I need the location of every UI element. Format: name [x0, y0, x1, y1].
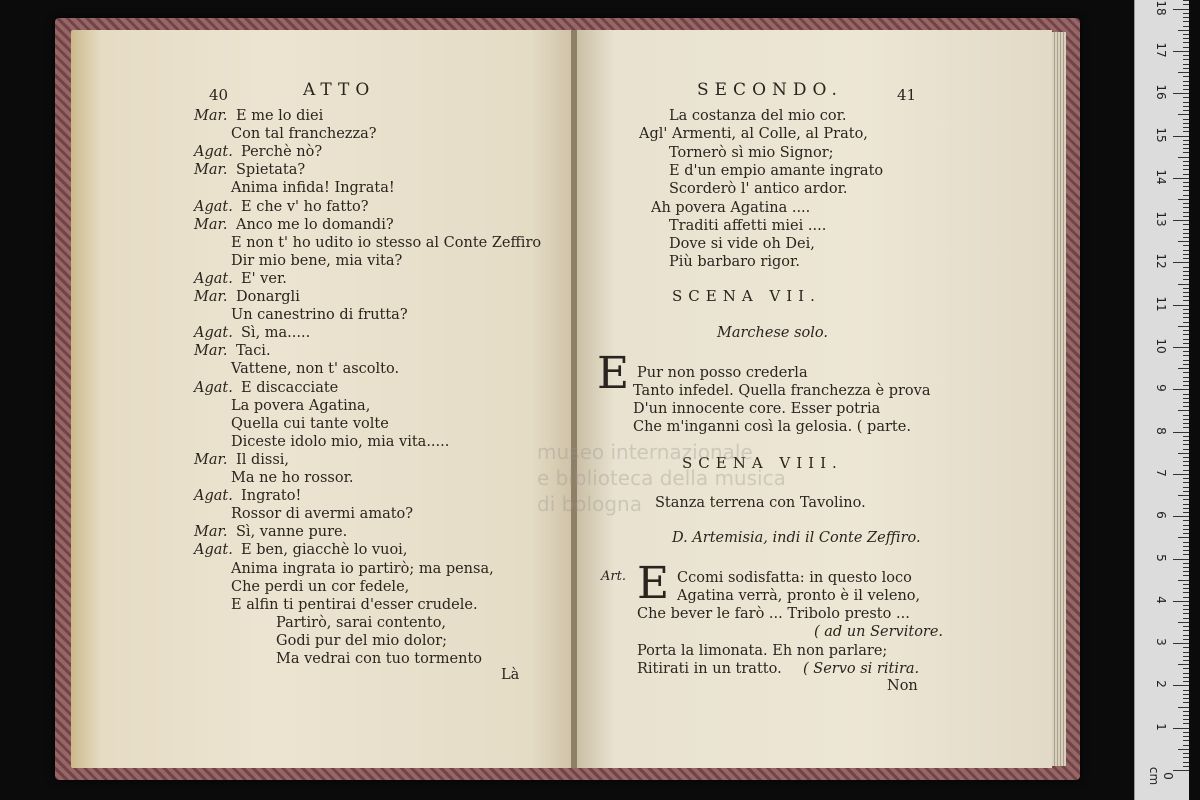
- ruler-tick: [1183, 652, 1189, 653]
- speaker-label: Agat.: [194, 379, 233, 396]
- ruler-tick: [1183, 499, 1189, 500]
- ruler-tick: [1183, 381, 1189, 382]
- stage-direction-servo: ( Servo si ritira.: [803, 661, 920, 677]
- ruler-number: 14: [1154, 169, 1168, 185]
- ruler-tick: [1183, 267, 1189, 268]
- ruler-tick: [1178, 537, 1189, 538]
- ruler-tick: [1183, 487, 1189, 488]
- ruler-tick: [1183, 597, 1189, 598]
- speaker-label: Agat.: [194, 144, 233, 161]
- ruler-number: 1: [1154, 722, 1168, 731]
- ruler-tick: [1183, 711, 1189, 712]
- ruler-tick: [1183, 47, 1189, 48]
- ruler-tick: [1183, 102, 1189, 103]
- ruler-tick: [1183, 715, 1189, 716]
- verse-line: Diceste idolo mio, mia vita.....: [231, 433, 450, 450]
- ruler-number: 9: [1154, 384, 1168, 393]
- ruler-tick: [1183, 419, 1189, 420]
- ruler-tick: [1183, 745, 1189, 746]
- ruler-tick: [1183, 504, 1189, 505]
- verse-line: D'un innocente core. Esser potria: [633, 401, 881, 417]
- ruler-tick: [1183, 216, 1189, 217]
- ruler-tick: [1183, 584, 1189, 585]
- ruler-tick: [1183, 702, 1189, 703]
- ruler-tick: [1183, 26, 1189, 27]
- ruler-tick: [1178, 72, 1189, 73]
- ruler-tick: [1183, 613, 1189, 614]
- verse-line: Partirò, sarai contento,: [276, 614, 447, 631]
- right-page: [537, 30, 1052, 768]
- ruler-tick: [1183, 224, 1189, 225]
- ruler-tick: [1183, 13, 1189, 14]
- left-page: [71, 30, 571, 768]
- verse-line: Perchè nò?: [241, 144, 323, 161]
- ruler-tick: [1183, 762, 1189, 763]
- ruler-tick: [1183, 4, 1189, 5]
- ruler-tick: [1183, 123, 1189, 124]
- ruler-number: 4: [1154, 595, 1168, 604]
- scene7-title: SCENA VII.: [672, 287, 821, 305]
- speaker-label: Mar.: [194, 343, 228, 360]
- ruler-tick: [1183, 0, 1189, 1]
- ruler-tick: [1183, 491, 1189, 492]
- ruler-tick: [1173, 474, 1189, 475]
- ruler-tick: [1183, 161, 1189, 162]
- verse-line: Sì, vanne pure.: [236, 524, 348, 541]
- watermark-line-2: e biblioteca della musica: [537, 466, 786, 490]
- scene8-setting: Stanza terrena con Tavolino.: [655, 495, 866, 511]
- verse-line: Ma ne ho rossor.: [231, 470, 354, 486]
- ruler-number: 8: [1154, 426, 1168, 435]
- ruler-tick: [1183, 254, 1189, 255]
- ruler-tick: [1183, 732, 1189, 733]
- ruler-tick: [1183, 360, 1189, 361]
- ruler-tick: [1173, 178, 1189, 179]
- verse-line: Più barbaro rigor.: [669, 254, 800, 271]
- speaker-label: Mar.: [194, 162, 228, 179]
- ruler-tick: [1183, 740, 1189, 741]
- ruler-tick: [1183, 258, 1189, 259]
- ruler-tick: [1183, 533, 1189, 534]
- ruler-tick: [1183, 85, 1189, 86]
- ruler-tick: [1183, 89, 1189, 90]
- verse-line: E' ver.: [241, 270, 287, 287]
- verse-line: Agatina verrà, pronto è il veleno,: [677, 588, 921, 604]
- ruler-number: 15: [1154, 126, 1168, 143]
- verse-line: Ma vedrai con tuo tormento: [276, 651, 482, 667]
- ruler-tick: [1183, 296, 1189, 297]
- ruler-tick: [1183, 630, 1189, 631]
- ruler-tick: [1173, 601, 1189, 602]
- ruler-tick: [1183, 542, 1189, 543]
- verse-line: Un canestrino di frutta?: [231, 307, 408, 324]
- ruler-tick: [1178, 453, 1189, 454]
- ruler-tick: [1173, 389, 1189, 390]
- ruler-tick: [1178, 30, 1189, 31]
- ruler-number: 16: [1154, 84, 1168, 100]
- ruler-tick: [1183, 144, 1189, 145]
- verse-line: E me lo diei: [236, 108, 324, 124]
- ruler-tick: [1183, 563, 1189, 564]
- ruler-tick: [1183, 313, 1189, 314]
- verse-line: Dove si vide oh Dei,: [669, 236, 815, 253]
- ruler-tick: [1183, 635, 1189, 636]
- ruler-tick: [1173, 51, 1189, 52]
- ruler-tick: [1183, 152, 1189, 153]
- verse-line: Tornerò sì mio Signor;: [669, 144, 834, 161]
- scene8-title: SCENA VIII.: [682, 454, 843, 472]
- ruler-tick: [1183, 592, 1189, 593]
- ruler-tick: [1178, 664, 1189, 665]
- verse-line: E d'un empio amante ingrato: [669, 162, 884, 179]
- ruler-tick: [1183, 339, 1189, 340]
- verse-line: Ah povera Agatina ....: [651, 199, 811, 216]
- ruler-tick: [1173, 516, 1189, 517]
- verse-line: Traditi affetti miei ....: [669, 217, 827, 234]
- ruler-tick: [1183, 76, 1189, 77]
- ruler-tick: [1183, 609, 1189, 610]
- ruler-tick: [1178, 199, 1189, 200]
- ruler-tick: [1183, 444, 1189, 445]
- ruler-tick: [1183, 385, 1189, 386]
- verse-line: Il dissi,: [236, 451, 290, 468]
- verse-line: La povera Agatina,: [231, 397, 371, 414]
- ruler-tick: [1183, 427, 1189, 428]
- ruler-number: 6: [1154, 511, 1168, 519]
- ruler-tick: [1183, 766, 1189, 767]
- ruler-tick: [1183, 372, 1189, 373]
- ruler-tick: [1183, 423, 1189, 424]
- verse-line: Scorderò l' antico ardor.: [669, 181, 848, 198]
- verse-line: Agl' Armenti, al Colle, al Prato,: [639, 126, 868, 143]
- ruler-tick: [1183, 588, 1189, 589]
- speaker-label: Agat.: [194, 325, 233, 342]
- ruler-tick: [1178, 580, 1189, 581]
- verse-line: Porta la limonata. Eh non parlare;: [637, 643, 888, 659]
- ruler-tick: [1183, 554, 1189, 555]
- ruler-tick: [1173, 262, 1189, 263]
- ruler-tick: [1173, 136, 1189, 137]
- ruler-tick: [1183, 508, 1189, 509]
- ruler-tick: [1183, 394, 1189, 395]
- speaker-label: Mar.: [194, 289, 228, 305]
- scene8-dropcap: E: [637, 558, 670, 609]
- ruler-tick: [1183, 292, 1189, 293]
- speaker-label: Agat.: [194, 488, 233, 505]
- ruler-tick: [1183, 402, 1189, 403]
- ruler-tick: [1183, 465, 1189, 466]
- ruler-tick: [1183, 203, 1189, 204]
- ruler-tick: [1183, 626, 1189, 627]
- verse-line: Che bever le farò ... Tribolo presto ...: [637, 606, 910, 622]
- ruler-tick: [1183, 343, 1189, 344]
- verse-line: Ritirati in un tratto.: [637, 661, 782, 677]
- scene8-speaker: Art.: [601, 569, 626, 584]
- verse-line: Godi pur del mio dolor;: [276, 632, 448, 649]
- ruler-tick: [1183, 17, 1189, 18]
- verse-line: Con tal franchezza?: [231, 126, 377, 143]
- ruler-tick: [1178, 495, 1189, 496]
- right-page-number: 41: [897, 86, 917, 104]
- ruler-tick: [1183, 668, 1189, 669]
- ruler-tick: [1183, 377, 1189, 378]
- ruler-tick: [1183, 279, 1189, 280]
- verse-line: La costanza del mio cor.: [669, 108, 847, 124]
- ruler-tick: [1178, 241, 1189, 242]
- ruler-tick: [1183, 415, 1189, 416]
- ruler-tick: [1183, 639, 1189, 640]
- ruler-number: 11: [1154, 296, 1168, 312]
- ruler-tick: [1183, 317, 1189, 318]
- ruler-tick: [1183, 406, 1189, 407]
- verse-line: Vattene, non t' ascolto.: [231, 361, 400, 378]
- verse-line: E discacciate: [241, 379, 339, 396]
- verse-line: Che m'inganni così la gelosia. ( parte.: [633, 419, 911, 435]
- ruler-tick: [1173, 432, 1189, 433]
- ruler-tick: [1183, 546, 1189, 547]
- ruler-number: 10: [1154, 338, 1168, 354]
- speaker-label: Mar.: [194, 108, 228, 124]
- ruler-tick: [1183, 550, 1189, 551]
- ruler-tick: [1183, 68, 1189, 69]
- ruler-tick: [1183, 355, 1189, 356]
- verse-line: Spietata?: [236, 162, 306, 179]
- verse-line: E che v' ho fatto?: [241, 198, 369, 215]
- ruler-tick: [1183, 131, 1189, 132]
- ruler-tick: [1183, 690, 1189, 691]
- left-page-header: ATTO: [303, 80, 376, 100]
- right-catchword: Non: [887, 678, 918, 694]
- verse-line: Anima infida! Ingrata!: [231, 180, 395, 197]
- ruler-tick: [1183, 461, 1189, 462]
- ruler-tick: [1183, 165, 1189, 166]
- ruler-number: 12: [1154, 253, 1168, 270]
- ruler-tick: [1183, 457, 1189, 458]
- ruler-tick: [1183, 660, 1189, 661]
- ruler-tick: [1183, 470, 1189, 471]
- ruler-tick: [1183, 677, 1189, 678]
- verse-line: E non t' ho udito io stesso al Conte Zeffiro: [231, 234, 542, 251]
- ruler-tick: [1183, 250, 1189, 251]
- measuring-ruler: [1134, 0, 1189, 800]
- page-edges: [1052, 32, 1066, 766]
- ruler-number: 18: [1154, 0, 1168, 16]
- ruler-tick: [1178, 749, 1189, 750]
- ruler-tick: [1183, 647, 1189, 648]
- ruler-tick: [1183, 512, 1189, 513]
- ruler-tick: [1183, 478, 1189, 479]
- ruler-tick: [1183, 753, 1189, 754]
- open-book: [55, 18, 1080, 780]
- ruler-tick: [1183, 605, 1189, 606]
- speaker-label: Agat.: [194, 542, 233, 559]
- ruler-tick: [1183, 436, 1189, 437]
- ruler-tick: [1183, 482, 1189, 483]
- ruler-tick: [1173, 9, 1189, 10]
- ruler-tick: [1183, 330, 1189, 331]
- left-page-number: 40: [209, 86, 229, 104]
- ruler-number: 7: [1154, 469, 1168, 477]
- ruler-tick: [1183, 694, 1189, 695]
- ruler-tick: [1178, 326, 1189, 327]
- verse-line: Ingrato!: [241, 488, 302, 505]
- ruler-tick: [1183, 59, 1189, 60]
- ruler-tick: [1183, 520, 1189, 521]
- verse-line: Taci.: [236, 343, 271, 360]
- verse-line: Dir mio bene, mia vita?: [231, 252, 403, 269]
- speaker-label: Mar.: [194, 216, 228, 233]
- ruler-tick: [1183, 229, 1189, 230]
- ruler-tick: [1183, 169, 1189, 170]
- ruler-tick: [1173, 220, 1189, 221]
- ruler-tick: [1183, 719, 1189, 720]
- ruler-tick: [1183, 618, 1189, 619]
- ruler-tick: [1183, 106, 1189, 107]
- ruler-tick: [1183, 38, 1189, 39]
- ruler-tick: [1173, 728, 1189, 729]
- ruler-tick: [1173, 305, 1189, 306]
- ruler-tick: [1183, 186, 1189, 187]
- ruler-tick: [1183, 364, 1189, 365]
- ruler-tick: [1183, 195, 1189, 196]
- verse-line: Sì, ma.....: [241, 325, 311, 342]
- ruler-tick: [1178, 410, 1189, 411]
- ruler-tick: [1183, 207, 1189, 208]
- ruler-tick: [1183, 288, 1189, 289]
- ruler-tick: [1183, 97, 1189, 98]
- ruler-tick: [1183, 309, 1189, 310]
- verse-line: Ccomi sodisfatta: in questo loco: [677, 570, 912, 586]
- verse-line: Tanto infedel. Quella franchezza è prova: [633, 383, 931, 399]
- verse-line: Pur non posso crederla: [637, 365, 808, 381]
- right-page-header: SECONDO.: [697, 80, 843, 100]
- ruler-tick: [1183, 673, 1189, 674]
- ruler-number: 0 cm: [1147, 766, 1175, 786]
- verse-line: Donargli: [236, 289, 300, 305]
- ruler-tick: [1183, 42, 1189, 43]
- watermark-line-3: di bologna: [537, 492, 642, 516]
- ruler-tick: [1183, 55, 1189, 56]
- ruler-number: 2: [1154, 680, 1168, 689]
- verse-line: E ben, giacchè lo vuoi,: [241, 542, 408, 559]
- ruler-tick: [1183, 525, 1189, 526]
- ruler-tick: [1183, 64, 1189, 65]
- speaker-label: Agat.: [194, 270, 233, 287]
- ruler-tick: [1173, 643, 1189, 644]
- verse-line: Quella cui tante volte: [231, 415, 389, 432]
- ruler-tick: [1183, 449, 1189, 450]
- left-catchword: Là: [501, 667, 520, 683]
- ruler-number: 13: [1154, 211, 1168, 227]
- ruler-tick: [1183, 190, 1189, 191]
- speaker-label: Mar.: [194, 524, 228, 541]
- ruler-tick: [1183, 334, 1189, 335]
- ruler-tick: [1183, 275, 1189, 276]
- watermark-line-1: museo internazionale: [537, 440, 753, 464]
- ruler-tick: [1183, 233, 1189, 234]
- ruler-tick: [1183, 212, 1189, 213]
- stage-direction-servitore: ( ad un Servitore.: [814, 624, 944, 640]
- ruler-tick: [1183, 34, 1189, 35]
- ruler-tick: [1183, 571, 1189, 572]
- ruler-tick: [1183, 148, 1189, 149]
- ruler-tick: [1173, 347, 1189, 348]
- ruler-tick: [1183, 757, 1189, 758]
- ruler-tick: [1173, 559, 1189, 560]
- speaker-label: Mar.: [194, 451, 228, 468]
- ruler-tick: [1183, 81, 1189, 82]
- ruler-tick: [1183, 237, 1189, 238]
- ruler-tick: [1178, 622, 1189, 623]
- ruler-tick: [1183, 300, 1189, 301]
- ruler-tick: [1183, 351, 1189, 352]
- ruler-tick: [1173, 93, 1189, 94]
- ruler-tick: [1183, 681, 1189, 682]
- ruler-tick: [1183, 440, 1189, 441]
- ruler-tick: [1183, 723, 1189, 724]
- verse-line: Anco me lo domandi?: [236, 216, 394, 233]
- scene7-dropcap: E: [597, 348, 630, 399]
- ruler-tick: [1183, 567, 1189, 568]
- ruler-tick: [1183, 271, 1189, 272]
- scene7-subtitle: Marchese solo.: [717, 325, 828, 341]
- speaker-label: Agat.: [194, 198, 233, 215]
- scene8-characters: D. Artemisia, indi il Conte Zeffiro.: [672, 530, 921, 546]
- ruler-number: 5: [1154, 553, 1168, 562]
- ruler-tick: [1183, 698, 1189, 699]
- ruler-tick: [1183, 119, 1189, 120]
- ruler-tick: [1183, 656, 1189, 657]
- ruler-tick: [1178, 157, 1189, 158]
- ruler-tick: [1183, 245, 1189, 246]
- ruler-tick: [1183, 529, 1189, 530]
- ruler-tick: [1173, 685, 1189, 686]
- ruler-tick: [1173, 770, 1189, 771]
- ruler-tick: [1183, 736, 1189, 737]
- ruler-tick: [1183, 174, 1189, 175]
- ruler-tick: [1183, 21, 1189, 22]
- ruler-tick: [1183, 140, 1189, 141]
- ruler-number: 3: [1154, 638, 1168, 646]
- ruler-tick: [1183, 110, 1189, 111]
- ruler-tick: [1183, 127, 1189, 128]
- verse-line: E alfin ti pentirai d'esser crudele.: [231, 596, 478, 613]
- ruler-number: 17: [1154, 42, 1168, 58]
- ruler-tick: [1183, 575, 1189, 576]
- verse-line: Rossor di avermi amato?: [231, 506, 414, 523]
- ruler-tick: [1183, 322, 1189, 323]
- ruler-tick: [1178, 707, 1189, 708]
- ruler-tick: [1178, 368, 1189, 369]
- verse-line: Che perdi un cor fedele,: [231, 578, 410, 595]
- ruler-tick: [1183, 182, 1189, 183]
- verse-line: Anima ingrata io partirò; ma pensa,: [231, 560, 494, 577]
- ruler-tick: [1178, 114, 1189, 115]
- ruler-tick: [1178, 284, 1189, 285]
- ruler-tick: [1183, 398, 1189, 399]
